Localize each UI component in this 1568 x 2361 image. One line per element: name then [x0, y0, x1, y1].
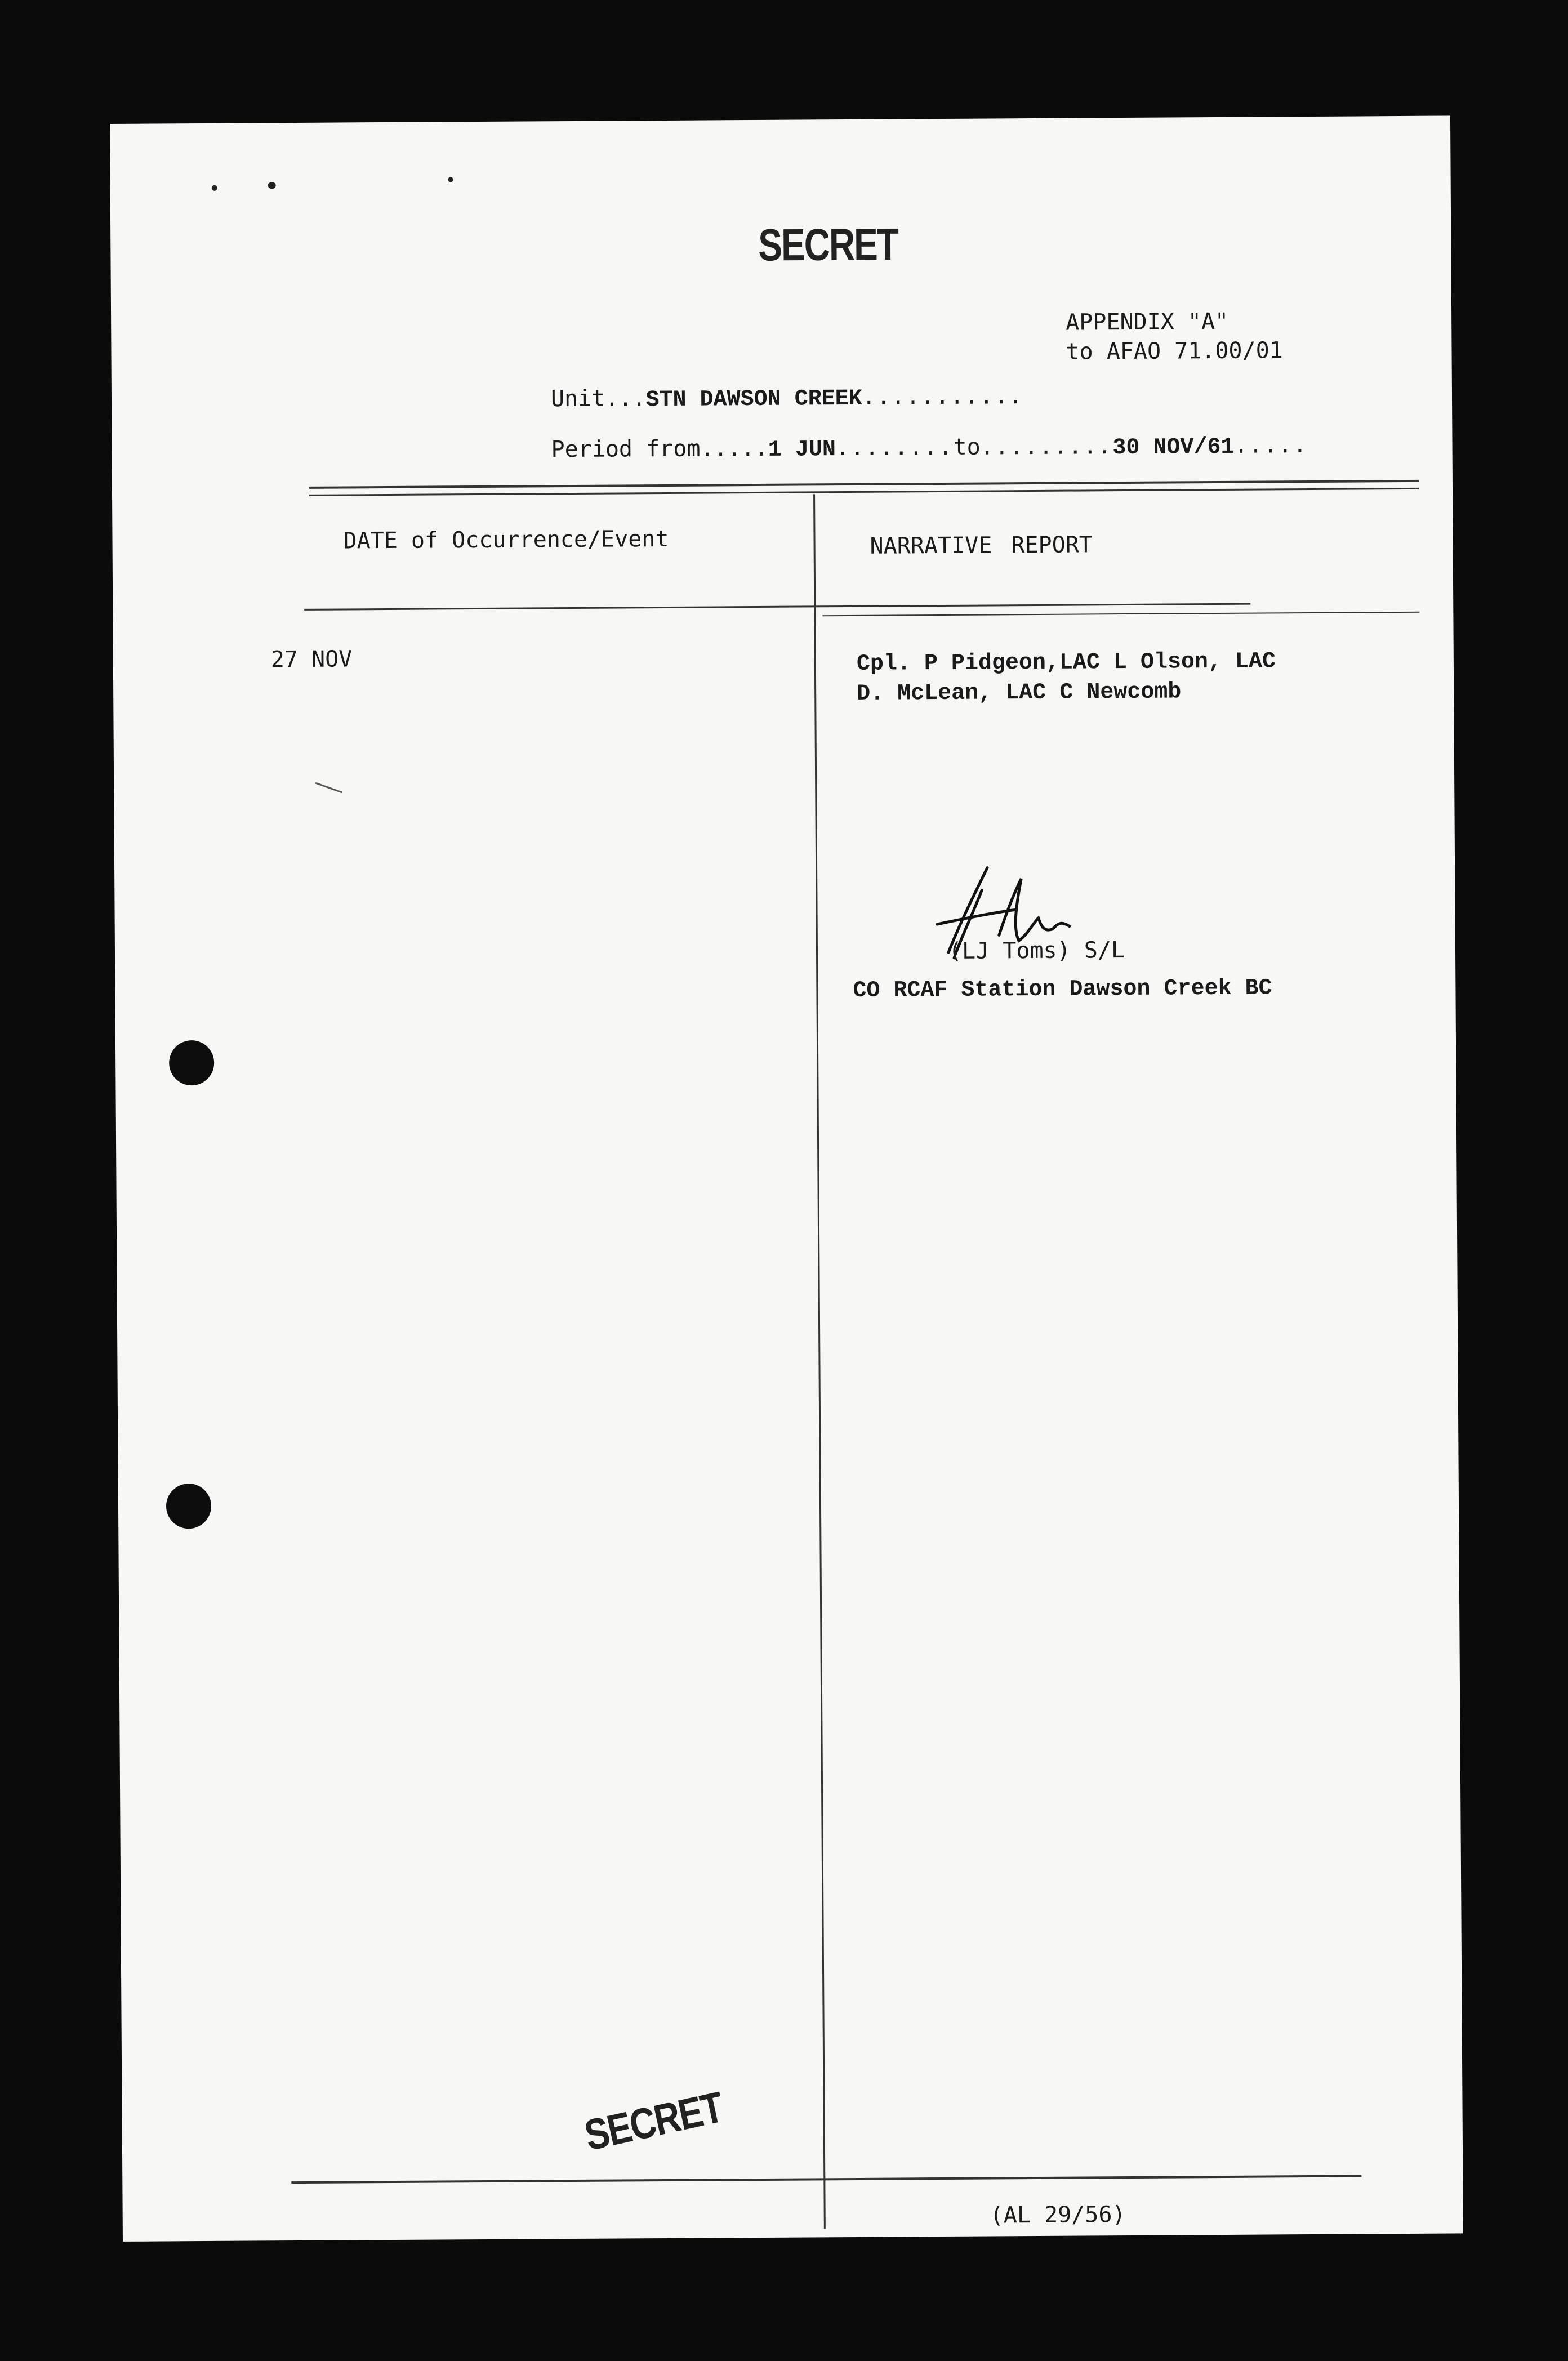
column-header-rule — [304, 603, 1250, 611]
column-header-narrative: NARRATIVE REPORT — [870, 532, 1093, 559]
entry-narrative-line1: Cpl. P Pidgeon,LAC L Olson, LAC — [856, 649, 1276, 677]
punch-hole — [166, 1484, 211, 1529]
period-from-value: 1 JUN — [768, 437, 836, 463]
unit-dots: ........... — [862, 383, 1024, 410]
signatory-title: CO RCAF Station Dawson Creek BC — [853, 975, 1272, 1004]
period-to-value: 30 NOV/61 — [1112, 434, 1235, 461]
period-line — [551, 432, 1308, 464]
column-header-rule-right — [822, 612, 1419, 616]
unit-line — [551, 383, 1024, 413]
period-dots: ........ — [835, 434, 954, 461]
ink-speck — [448, 177, 453, 182]
classification-stamp-bottom: SECRET — [580, 2082, 727, 2160]
footer-rule — [291, 2175, 1361, 2184]
entry-date: 27 NOV — [270, 646, 353, 673]
document-page — [110, 115, 1463, 2241]
period-trailing-dots: ..... — [1234, 432, 1308, 458]
column-divider — [813, 494, 826, 2229]
appendix-label: APPENDIX "A" — [1066, 308, 1229, 336]
punch-hole — [169, 1040, 214, 1085]
unit-label: Unit... — [550, 385, 646, 412]
period-to-dots: ......... — [980, 433, 1113, 460]
classification-stamp-top: SECRET — [758, 219, 898, 270]
ink-speck — [268, 182, 276, 189]
appendix-reference: to AFAO 71.00/01 — [1066, 337, 1283, 365]
stray-mark — [315, 772, 346, 793]
entry-narrative-line2: D. McLean, LAC C Newcomb — [857, 679, 1182, 707]
period-label: Period from..... — [551, 435, 768, 463]
form-number: (AL 29/56) — [990, 2202, 1126, 2229]
period-to-label: to — [953, 434, 981, 460]
column-header-date: DATE of Occurrence/Event — [343, 525, 669, 554]
unit-value: STN DAWSON CREEK — [645, 386, 862, 413]
ink-speck — [212, 185, 217, 191]
header-rule-top — [309, 480, 1419, 489]
signatory-name: (LJ Toms) S/L — [948, 937, 1125, 964]
header-rule-bottom — [309, 488, 1419, 496]
